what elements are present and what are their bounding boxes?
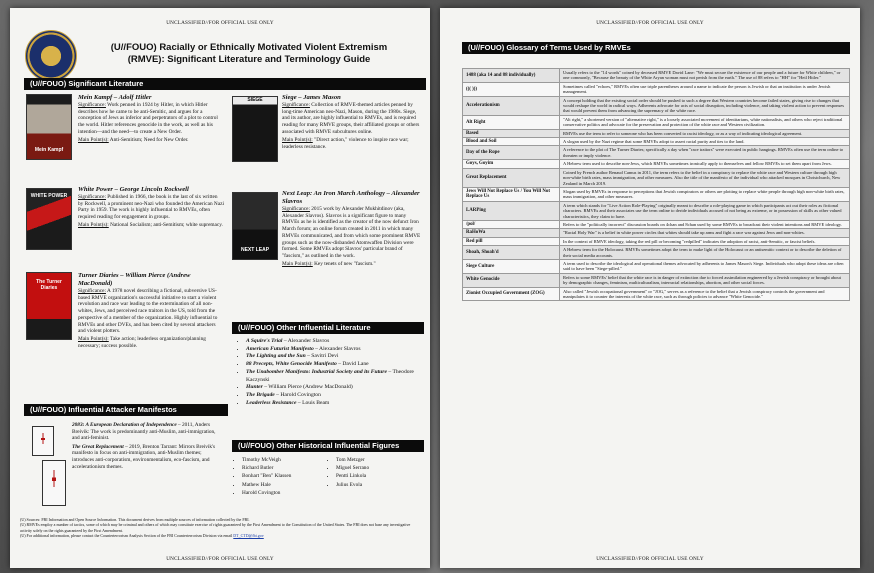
book-cover-white-power <box>26 188 72 250</box>
significance-label: Significance: <box>282 102 310 108</box>
glossary-definition: In the context of RMVE ideology, taking the red pill or becoming "redpilled" indicates the adoption of racist, anti-Semitic, or fascist beliefs. <box>560 237 850 245</box>
cover-text: Mein Kampf <box>34 147 64 153</box>
glossary-definition: A Hebrew term for the Holocaust. RMVEs sometimes adopt the term to make light of the Holocaust or an antisemitic context or to describe the deletion of their social media accounts. <box>560 246 850 260</box>
significance-label: Significance: <box>78 102 106 108</box>
glossary-row <box>463 82 850 96</box>
glossary-row <box>463 273 850 287</box>
glossary-row <box>463 115 850 129</box>
glossary-row <box>463 220 850 228</box>
cover-text: NEXT LEAP <box>240 247 270 253</box>
glossary-term: Alt Right <box>463 115 560 129</box>
manifesto-entry: The Great Replacement – 2019, Brenton Tarrant: Mirrors Breivik's manifesto in focus on anti-immigration, anti-Muslim themes; introduces anti-corporatism, environmentalism, eco-fascism, and accelerationism themes. <box>72 443 216 470</box>
book-entry-white-power <box>78 186 224 231</box>
list-item: • Bonhart "Ben" Klassen <box>242 472 324 480</box>
glossary-row <box>463 96 850 115</box>
book-significance: A 1978 novel describing a fictional, subversive US-based RMVE organization's successful initiative to start a violent revolution and race war leading to the extermination of all non-whites, Jews, and perceived race traitors in the US, told from the perspective of a member of the organization. Highly influential to RMVEs and other DVEs, and has been cited by several attackers and violent plotters. <box>78 288 218 335</box>
book-main-points: Anti-Semitism; Need for New Order. <box>108 137 189 144</box>
section-header-historical-figures: (U//FOUO) Other Historical Influential Figures <box>232 440 424 452</box>
main-points-label: Main Point(s): <box>282 261 313 268</box>
glossary-definition: A slogan used by the Nazi regime that some RMVEs adopt to assert racial purity and ties to the land. <box>560 138 850 146</box>
classification-marking-bottom: UNCLASSIFIED//FOR OFFICIAL USE ONLY <box>596 556 704 562</box>
book-entry-mein-kampf <box>78 94 224 145</box>
glossary-definition: Also called "Jewish occupational government" or "JOG," serves as a reference to the belief that a Jewish conspiracy controls the government and manipulates it to counter the interests of the white race, such as through policies to advance "White Genocide." <box>560 287 850 301</box>
glossary-row <box>463 187 850 201</box>
book-significance: 2015 work by Alexander Mukhitdinov (aka, Alexander Slavros). Slavros is a significant figure to many RMVEs as he is identified as the creator of the now defunct Iron March forum; an online forum created in 2011 in which many RMVEs communicated, and from which some prominent RMVE groups such as the now-disbanded Atomwaffen Division were formed. Some RMVEs adopt Slavros' particular brand of "fascism," as outlined in the work. <box>282 206 421 259</box>
main-points-label: Main Point(s): <box>78 336 109 343</box>
glossary-row <box>463 259 850 273</box>
main-points-label: Main Point(s): <box>282 137 313 144</box>
glossary-definition: "Alt right," a shortened version of "alternative right," is a loosely associated movement of identitarians, white nationalists, and others who reject traditional conservative politics and advocate for the preservation and protection of the white race and Western civilization. <box>560 115 850 129</box>
glossary-term: Goys, Goyim <box>463 160 560 168</box>
document-page-right <box>440 8 860 568</box>
list-item: • Tom Metzger <box>336 456 418 464</box>
glossary-definition: Coined by French author Renaud Camus in 2011, the term refers to the belief in a conspiracy to replace the white race and Western culture through high non-white birth rates, mass immigration, and other measures. Also the title of the manifesto of the individual who attacked mosques in Christchurch, New Zealand in March 2019. <box>560 168 850 187</box>
section-header-other-literature: (U//FOUO) Other Influential Literature <box>232 322 424 334</box>
footnote: (U) For additional information, please contact the Counterterrorism Analysis Section of the FBI Counterterrorism Division via email DT_CTD@fbi.gov <box>20 532 264 538</box>
list-item: • The Unabomber Manifesto: Industrial Society and its Future – Theodore Kaczynski <box>246 369 430 384</box>
contact-email-link[interactable]: DT_CTD@fbi.gov <box>233 532 264 538</box>
significance-label: Significance: <box>78 288 106 294</box>
book-title: Mein Kampf – Adolf Hitler <box>78 94 152 101</box>
glossary-row <box>463 146 850 160</box>
glossary-definition: RMVEs use the term to refer to someone who has been converted to racist ideology, or as a way of indicating ideological agreement. <box>560 129 850 137</box>
significance-label: Significance: <box>78 194 106 200</box>
significance-label: Significance: <box>282 206 310 212</box>
list-item: • Leaderless Resistance – Louis Beam <box>246 400 430 408</box>
book-significance: Collection of RMVE-themed articles penned by long-time American neo-Nazi, Mason, during the 1980s. Siege, and its author, are highly influential to RMVEs, and is required reading for many RMVE groups, their affiliated groups or others associated with RMVE subcultures online. <box>282 102 420 135</box>
glossary-term: Day of the Rope <box>463 146 560 160</box>
book-cover-siege <box>232 96 278 162</box>
other-literature-list <box>236 338 430 407</box>
manifesto-cover-2083-icon <box>32 426 54 456</box>
glossary-definition: Refers to the "politically incorrect" discussion boards on 4chan and 8chan used by some RMVEs to broadcast their violent intentions and RMVE ideology. <box>560 220 850 228</box>
book-cover-next-leap <box>232 192 278 260</box>
book-entry-siege <box>282 94 422 152</box>
glossary-row <box>463 69 850 83</box>
title-line-1: (U//FOUO) Racially or Ethnically Motivated Violent Extremism <box>110 42 388 53</box>
glossary-term: RaHoWa <box>463 229 560 237</box>
list-item: • Timothy McVeigh <box>242 456 324 464</box>
book-title: Turner Diaries – William Pierce (Andrew MacDonald) <box>78 272 191 287</box>
section-header-glossary: (U//FOUO) Glossary of Terms Used by RMVEs <box>462 42 850 54</box>
book-entry-turner-diaries <box>78 272 224 351</box>
glossary-definition: Refers to some RMVEs' belief that the white race is in danger of extinction due to forced assimilation engineered by a Jewish conspiracy or brought about by demographic changes, feminism, multiculturalism, interracial relationships, abortion, and other social forces. <box>560 273 850 287</box>
book-title: White Power – George Lincoln Rockwell <box>78 186 189 193</box>
manifesto-entries <box>72 422 224 472</box>
glossary-term: ((( ))) <box>463 82 560 96</box>
book-title: Next Leap: An Iron March Anthology – Alexander Slavros <box>282 190 420 205</box>
classification-marking-top: UNCLASSIFIED//FOR OFFICIAL USE ONLY <box>166 20 274 26</box>
book-main-points: National Socialism; anti-Semitism; white supremacy. <box>108 222 223 229</box>
glossary-definition: A Hebrew term used to describe non-Jews, which RMVEs sometimes ironically apply to themselves and fellow RMVEs to set them apart from Jews. <box>560 160 850 168</box>
section-header-attacker-manifestos: (U//FOUO) Influential Attacker Manifestos <box>24 404 228 416</box>
glossary-row <box>463 129 850 137</box>
glossary-term: Zionist Occupied Government (ZOG) <box>463 287 560 301</box>
glossary-table <box>462 68 850 301</box>
glossary-definition: A term which stands for "Live Action Role-Playing" originally meant to describe a role-playing game in which participants act out their roles as fictional characters. RMVEs and their associates use the term online to deride individuals accused of not being as extreme, or in possession of skills as other valued characteristics, they claim to have. <box>560 201 850 220</box>
book-title: Siege – James Mason <box>282 94 341 101</box>
cover-text: WHITE POWER <box>30 193 68 199</box>
cover-text: SIEGE <box>247 97 263 103</box>
section-header-significant-literature: (U//FOUO) Significant Literature <box>24 78 426 90</box>
list-item: • Richard Butler <box>242 464 324 472</box>
document-title <box>82 42 416 66</box>
glossary-row <box>463 160 850 168</box>
glossary-term: Great Replacement <box>463 168 560 187</box>
list-item: • American Futurist Manifesto – Alexander Slavros <box>246 346 430 354</box>
book-significance: Work penned in 1924 by Hitler, in which Hitler describes how he came to be anti-Semitic, and argues for a conception of Jews as inferior and perpetrators of a plot to control the world. Hitler references genocide in the work, as well as his intention—and the need—to create a New Order. <box>78 102 218 135</box>
list-item: • 88 Precepts, White Genocide Manifesto – David Lane <box>246 361 430 369</box>
book-main-points: "Direct action," violence to inspire race war; leaderless resistance. <box>282 137 409 150</box>
glossary-term: Blood and Soil <box>463 138 560 146</box>
glossary-row <box>463 287 850 301</box>
list-item: • Harold Covington <box>242 489 324 497</box>
glossary-row <box>463 229 850 237</box>
glossary-term: White Genocide <box>463 273 560 287</box>
book-entry-next-leap <box>282 190 422 269</box>
glossary-term: Siege Culture <box>463 259 560 273</box>
glossary-row <box>463 246 850 260</box>
footnote: (U) Sources: FBI Information and Open Source Information. This document derives from multiple sources of information collected by the FBI. <box>20 517 250 522</box>
glossary-term: Accelerationism <box>463 96 560 115</box>
list-item: • A Squire's Trial – Alexander Slavros <box>246 338 430 346</box>
glossary-term: LARPing <box>463 201 560 220</box>
book-main-points: Key tenets of new "fascism." <box>312 261 376 268</box>
glossary-row <box>463 138 850 146</box>
book-main-points: Take action; leaderless organization/planning necessary; success possible. <box>78 336 206 350</box>
classification-marking-bottom: UNCLASSIFIED//FOR OFFICIAL USE ONLY <box>166 556 274 562</box>
cover-text: The Turner Diaries <box>36 279 62 291</box>
glossary-term: Based <box>463 129 560 137</box>
glossary-term: Jews Will Not Replace Us / You Will Not Replace Us <box>463 187 560 201</box>
glossary-definition: Slogan used by RMVEs in response to perceptions that Jewish conspirators or others are plotting to replace white people through high non-white birth rates, mass immigration, and other measures. <box>560 187 850 201</box>
book-cover-turner-diaries <box>26 272 72 340</box>
list-item: • Julius Evola <box>336 481 418 489</box>
manifesto-entry: 2083: A European Declaration of Independence – 2011, Anders Breivik: The work is predominantly anti-Muslim, anti-immigration, and anti-feminist. <box>72 422 216 442</box>
glossary-definition: Sometimes called "echoes," RMVEs often use triple parentheses around a name to indicate the person is Jewish or that an institution is under Jewish management. <box>560 82 850 96</box>
title-line-2: (RMVE): Significant Literature and Terminology Guide <box>127 54 371 65</box>
list-item: • Mathew Hale <box>242 481 324 489</box>
glossary-definition: Usually refers to the "14 words" coined by deceased RMVE David Lane: "We must secure the existence of our people and a future for White children," or one commonly, "Because the beauty of the White Aryan woman must not perish from the earth." The use of 88 refers to "HH" for "Heil Hitler." <box>560 69 850 83</box>
list-item: • Hunter – William Pierce (Andrew MacDonald) <box>246 384 430 392</box>
main-points-label: Main Point(s): <box>78 222 109 229</box>
glossary-definition: A concept holding that the existing social order should be pushed to such a degree that Western countries become failed states, giving rise to changes that would reshape the world in radical ways. Adherents advocate for acts of social disruption, including violence, and taking violent action to prevent responses that would prevent them from advancing the supremacy of the white race. <box>560 96 850 115</box>
glossary-term: 1488 (aka 14 and 88 individually) <box>463 69 560 83</box>
glossary-term: Shoah, Shoah'd <box>463 246 560 260</box>
glossary-row <box>463 168 850 187</box>
book-cover-mein-kampf <box>26 94 72 160</box>
list-item: • The Brigade – Harold Covington <box>246 392 430 400</box>
fbi-seal-icon <box>25 30 77 82</box>
figures-column-2 <box>326 456 418 489</box>
glossary-row <box>463 201 850 220</box>
list-item: • The Lighting and the Sun – Savitri Devi <box>246 353 430 361</box>
classification-marking-top: UNCLASSIFIED//FOR OFFICIAL USE ONLY <box>596 20 704 26</box>
glossary-definition: A reference to the plot of The Turner Diaries; specifically a day when "race traitors" were executed in public hangings. RMVEs often use the term online to threaten or imply violence. <box>560 146 850 160</box>
glossary-term: /pol/ <box>463 220 560 228</box>
glossary-definition: "Racial Holy War" is a belief in white power circles that whites should take up arms and fight a race war against Jews and non-whites. <box>560 229 850 237</box>
glossary-term: Red pill <box>463 237 560 245</box>
footnote: (U) RMVEs employ a number of tactics, some of which may be criminal and others of which may constitute exercise of rights guaranteed by the First Amendment to the Constitution of the United States. The FBI does not base any investigative activity solely on the rights guaranteed by the First Amendment. <box>20 522 411 533</box>
manifesto-cover-great-replacement-icon <box>42 460 66 506</box>
glossary-definition: A term used to describe the ideological and operational themes advocated by adherents to James Mason's Siege. Individuals who adopt these ideas are often said to have been "Siege-pilled." <box>560 259 850 273</box>
figures-column-1 <box>232 456 324 497</box>
footnotes <box>20 517 418 538</box>
document-page-left <box>10 8 430 568</box>
list-item: • Pentti Linkola <box>336 472 418 480</box>
list-item: • Miguel Serrano <box>336 464 418 472</box>
main-points-label: Main Point(s): <box>78 137 109 144</box>
glossary-row <box>463 237 850 245</box>
book-significance: Published in 1966, the book is the last of six written by Rockwell, a prominent neo-Nazi who founded the American Nazi Party in 1959. The work is highly influential to RMVEs, often required reading for engagement in groups. <box>78 194 224 221</box>
